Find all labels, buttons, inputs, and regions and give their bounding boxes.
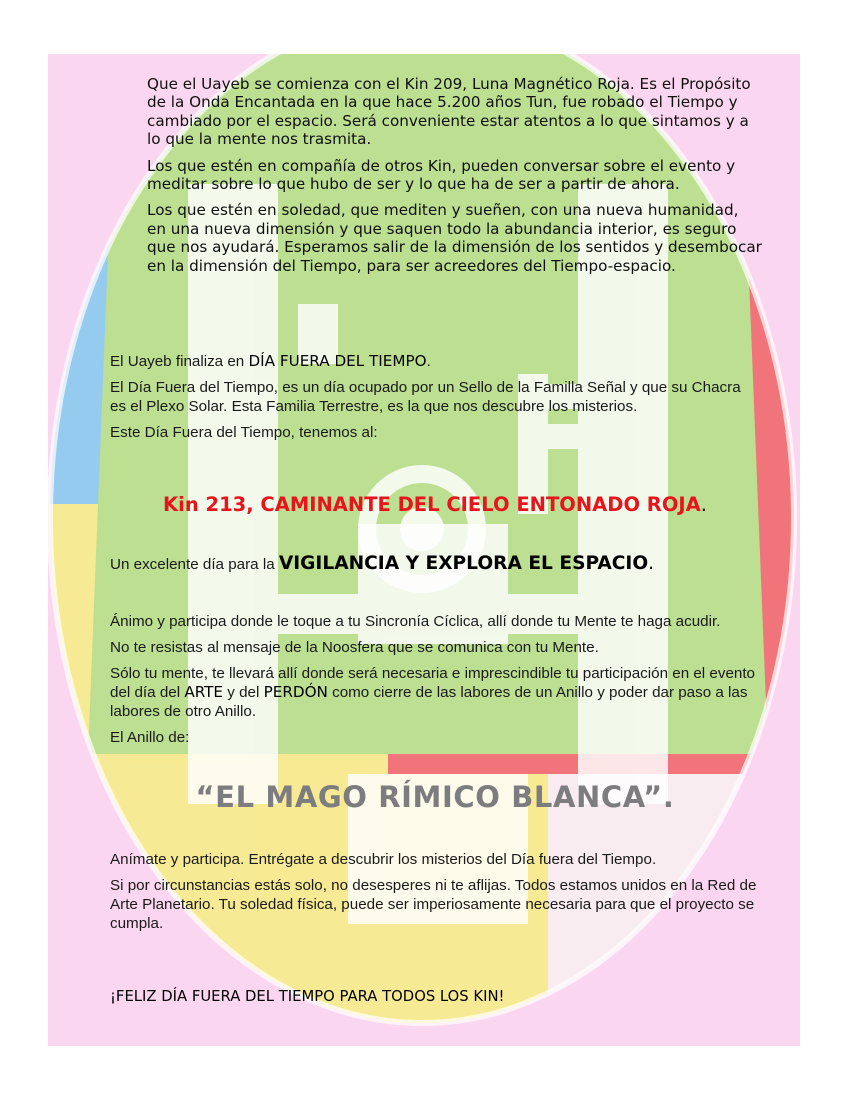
intro-paragraph: Los que estén en soledad, que mediten y sueñen, con una nueva humanidad, en una nueva dimensión y que saquen todo la abundancia interior, es seguro que nos ayudará. Esperamos salir de la dimensión de los sentidos y desembocar en la dimensión del Tiempo, para ser acreedores del Tiempo-espacio. <box>147 201 762 275</box>
text-span: como cierre de las labores de un Anillo y poder dar paso a las labores de otro Anillo. <box>110 684 748 720</box>
kin-title-text: Kin 213, CAMINANTE DEL CIELO ENTONADO ROJA <box>163 493 701 516</box>
text-span: El Uayeb finaliza en <box>110 353 249 370</box>
vigilancia-line <box>110 553 654 574</box>
participa-section <box>110 612 760 754</box>
text-span: y del <box>223 684 264 701</box>
no-resistas-paragraph: No te resistas al mensaje de la Noosfera que se comunica con tu Mente. <box>110 639 599 656</box>
si-por-paragraph: Si por circunstancias estás solo, no desesperes ni te aflijas. Todos estamos unidos en la Red de Arte Planetario. Tu soledad física, puede ser imperiosamente necesaria para que el proyecto se cumpla. <box>110 877 757 932</box>
text-span: . <box>426 353 431 370</box>
anillo-de-paragraph: El Anillo de: <box>110 729 190 746</box>
intro-paragraph: Que el Uayeb se comienza con el Kin 209, Luna Magnético Roja. Es el Propósito de la Onda Encantada en la que hace 5.200 años Tun, fue robado el Tiempo y cambiado por el espacio. Será conveniente estar atentos a lo que sintamos y a lo que la mente nos trasmita. <box>147 75 751 149</box>
perdon-emphasis: PERDÓN <box>263 683 328 701</box>
intro-section <box>147 75 762 283</box>
text-span: Sólo tu mente, te llevará allí donde será necesaria e imprescindible tu participación en el evento del día del <box>110 665 756 701</box>
uayeb-section <box>110 352 760 449</box>
closing-section <box>110 850 760 940</box>
text-span: Un excelente día para la <box>110 556 279 573</box>
dia-fuera-emphasis: DÍA FUERA DEL TIEMPO <box>248 352 427 370</box>
dia-fuera-paragraph: El Día Fuera del Tiempo, es un día ocupado por un Sello de la Familla Señal y que su Chacra es el Plexo Solar. Esta Familia Terrestre, es la que nos descubre los misterios. <box>110 379 741 415</box>
tenemos-paragraph: Este Día Fuera del Tiempo, tenemos al: <box>110 424 378 441</box>
kin-title <box>0 493 850 516</box>
animo-paragraph: Ánimo y participa donde le toque a tu Sincronía Cíclica, allí donde tu Mente te haga acudir. <box>110 613 721 630</box>
solo-tu-mente-paragraph <box>110 664 760 721</box>
text-span: . <box>648 553 655 574</box>
animate-paragraph: Anímate y participa. Entrégate a descubrir los misterios del Día fuera del Tiempo. <box>110 851 657 868</box>
vigilancia-emphasis: VIGILANCIA Y EXPLORA EL ESPACIO <box>278 553 649 574</box>
intro-paragraph: Los que estén en compañía de otros Kin, pueden conversar sobre el evento y meditar sobre lo que hubo de ser y lo que ha de ser a partir de ahora. <box>147 156 736 194</box>
feliz-closing-line: ¡FELIZ DÍA FUERA DEL TIEMPO PARA TODOS LOS KIN! <box>110 988 505 1005</box>
arte-emphasis: ARTE <box>184 683 224 701</box>
uayeb-finaliza-paragraph <box>110 352 760 371</box>
mago-title: “EL MAGO RÍMICO BLANCA”. <box>195 780 675 814</box>
kin-title-period: . <box>700 493 707 516</box>
